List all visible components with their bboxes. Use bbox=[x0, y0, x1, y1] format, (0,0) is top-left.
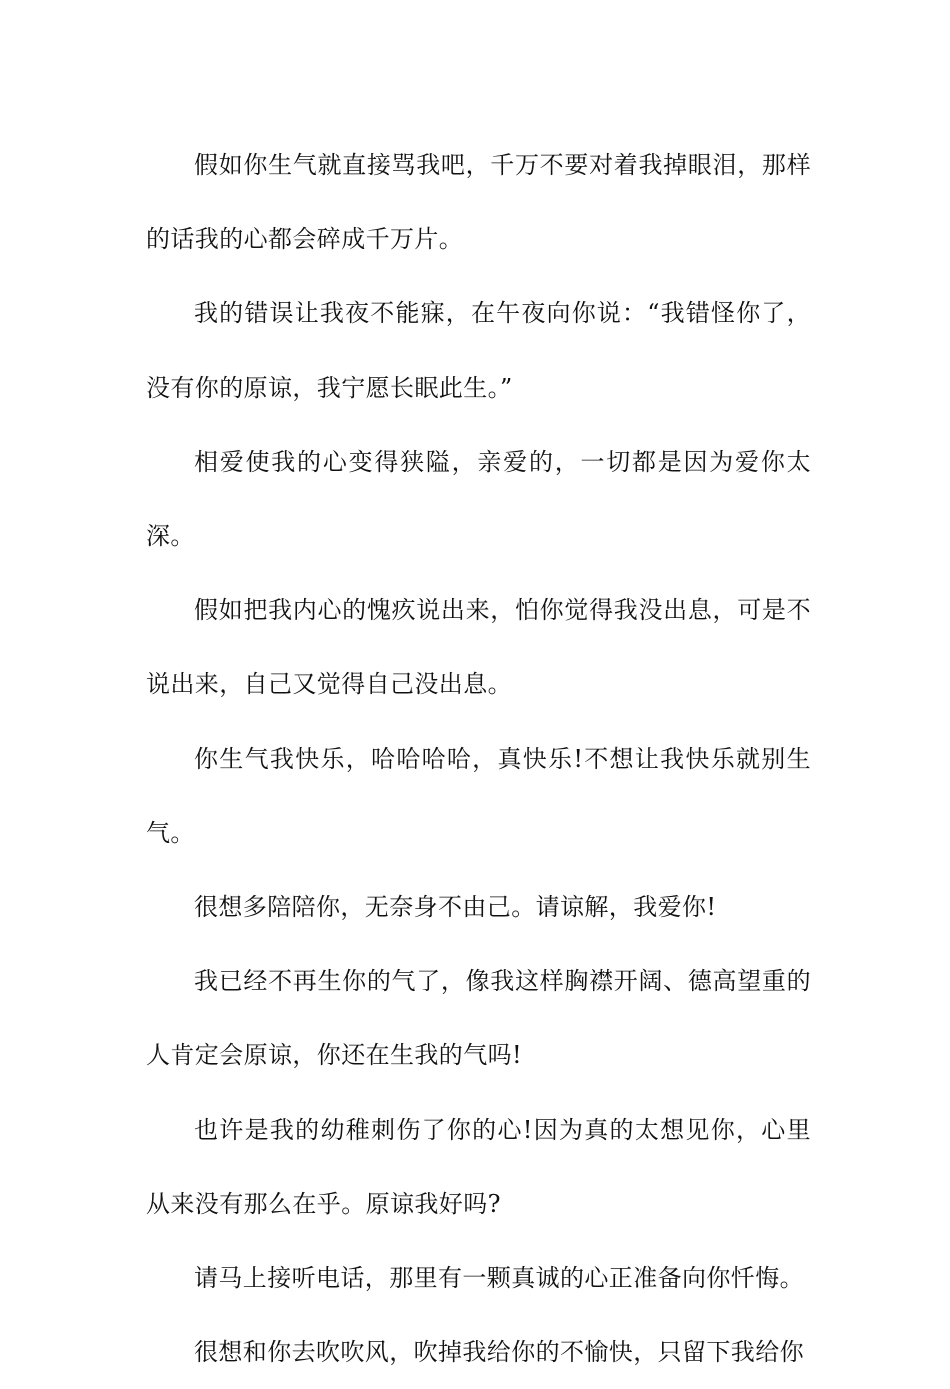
paragraph-3: 相爱使我的心变得狭隘，亲爱的，一切都是因为爱你太深。 bbox=[146, 447, 811, 551]
paragraph-1: 假如你生气就直接骂我吧，千万不要对着我掉眼泪，那样的话我的心都会碎成千万片。 bbox=[146, 151, 811, 254]
paragraph-8: 也许是我的幼稚刺伤了你的心!因为真的太想见你，心里从来没有那么在乎。原谅我好吗? bbox=[146, 1115, 811, 1218]
paragraph-9: 请马上接听电话，那里有一颗真诚的心正准备向你忏悔。 bbox=[194, 1264, 804, 1293]
paragraph-10: 很想和你去吹吹风，吹掉我给你的不愉快，只留下我给你 bbox=[194, 1338, 804, 1367]
paragraph-7: 我已经不再生你的气了，像我这样胸襟开阔、德高望重的人肯定会原谅，你还在生我的气吗! bbox=[146, 967, 811, 1070]
paragraph-6: 很想多陪陪你，无奈身不由己。请谅解，我爱你! bbox=[194, 893, 717, 922]
paragraph-5: 你生气我快乐，哈哈哈哈，真快乐!不想让我快乐就别生气。 bbox=[146, 744, 811, 847]
paragraph-2: 我的错误让我夜不能寐，在午夜向你说：“我错怪你了，没有你的原谅，我宁愿长眠此生。” bbox=[146, 299, 811, 402]
paragraph-4: 假如把我内心的愧疚说出来，怕你觉得我没出息，可是不说出来，自己又觉得自己没出息。 bbox=[146, 596, 811, 699]
document-body bbox=[146, 128, 811, 1389]
